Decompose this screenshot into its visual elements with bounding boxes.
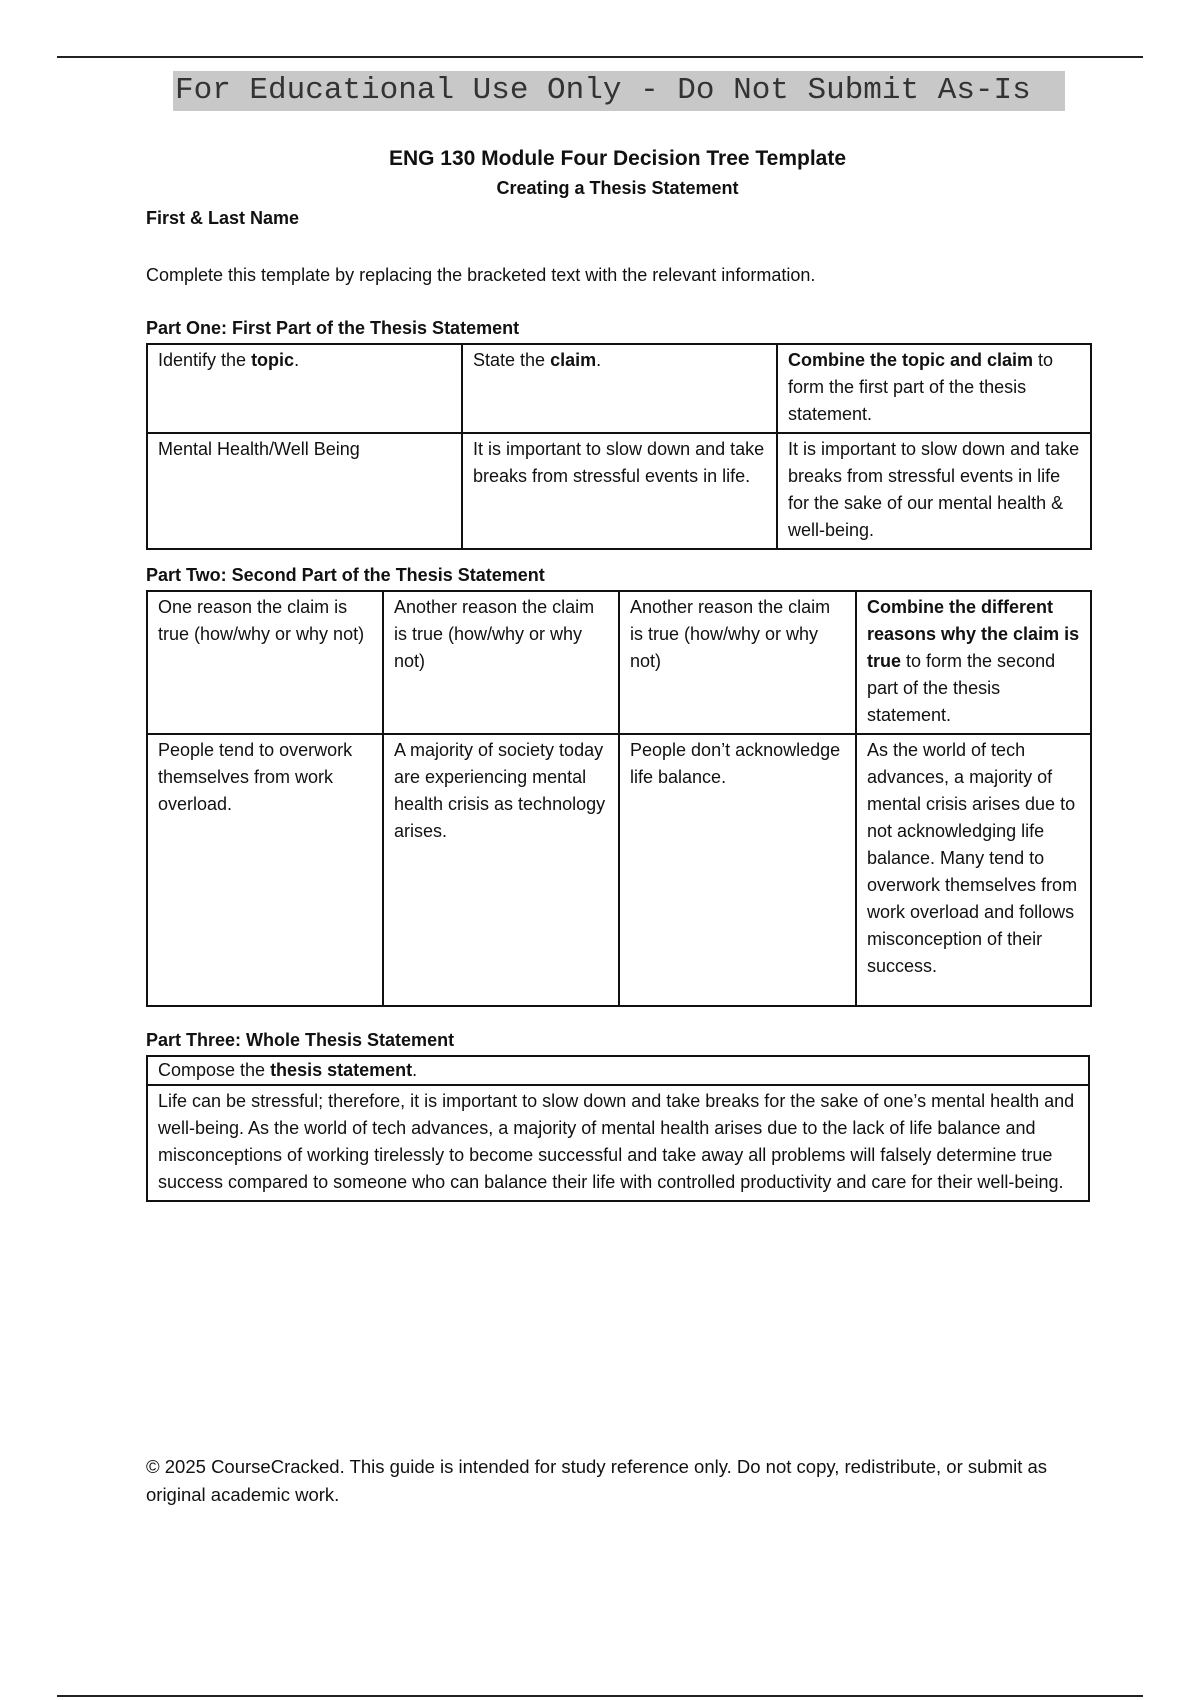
topic-cell: Mental Health/Well Being [147, 433, 462, 549]
reason-two-cell: A majority of society today are experiencing mental health crisis as technology arises. [383, 734, 619, 1006]
document-title: ENG 130 Module Four Decision Tree Template [388, 147, 847, 170]
reason-three-cell: People don’t acknowledge life balance. [619, 734, 856, 1006]
table-row [147, 433, 1091, 549]
combined-claim-cell: It is important to slow down and take breaks from stressful events in life for the sake of our mental health & well-being. [777, 433, 1091, 549]
reason-one-cell: People tend to overwork themselves from work overload. [147, 734, 383, 1006]
document-subtitle: Creating a Thesis Statement [496, 178, 739, 198]
claim-header-cell: State the claim. [462, 344, 777, 433]
copyright-footer: © 2025 CourseCracked. This guide is intended for study reference only. Do not copy, redistribute, or submit as original academic work. [146, 1456, 1048, 1505]
combine-header-cell: Combine the topic and claim to form the first part of the thesis statement. [777, 344, 1091, 433]
part-one-table [146, 343, 1092, 550]
table-row [147, 1085, 1089, 1201]
bottom-rule [57, 1695, 1143, 1697]
reason-one-header-cell: One reason the claim is true (how/why or why not) [147, 591, 383, 734]
name-label: First & Last Name [146, 208, 300, 228]
table-row [147, 734, 1091, 1006]
part-two-table [146, 590, 1092, 1007]
table-row [147, 591, 1091, 734]
combined-reasons-cell: As the world of tech advances, a majority of mental crisis arises due to not acknowledging life balance. Many tend to overwork themselves from work overload and follows misconception of their success. [856, 734, 1091, 1006]
part-one-heading: Part One: First Part of the Thesis Statement [146, 318, 520, 338]
reason-two-header-cell: Another reason the claim is true (how/why or why not) [383, 591, 619, 734]
table-row [147, 344, 1091, 433]
top-rule [57, 56, 1143, 58]
part-two-heading: Part Two: Second Part of the Thesis Statement [146, 565, 545, 585]
reason-three-header-cell: Another reason the claim is true (how/why or why not) [619, 591, 856, 734]
part-three-table [146, 1055, 1090, 1202]
compose-prompt-cell: Compose the thesis statement. [147, 1056, 1089, 1085]
instructions-text: Complete this template by replacing the bracketed text with the relevant information. [146, 265, 816, 285]
combine-reasons-header-cell: Combine the different reasons why the claim is true to form the second part of the thesis statement. [856, 591, 1091, 734]
watermark-banner: For Educational Use Only - Do Not Submit As-Is [173, 71, 1065, 111]
part-three-heading: Part Three: Whole Thesis Statement [146, 1030, 455, 1050]
table-row [147, 1056, 1089, 1085]
claim-cell: It is important to slow down and take breaks from stressful events in life. [462, 433, 777, 549]
topic-header-cell: Identify the topic. [147, 344, 462, 433]
thesis-statement-cell: Life can be stressful; therefore, it is important to slow down and take breaks for the sake of one’s mental health and well-being. As the world of tech advances, a majority of mental health arises due to the lack of life balance and misconceptions of working tirelessly to become successful and take away all problems will falsely determine true success compared to someone who can balance their life with controlled productivity and care for their well-being. [147, 1085, 1089, 1201]
